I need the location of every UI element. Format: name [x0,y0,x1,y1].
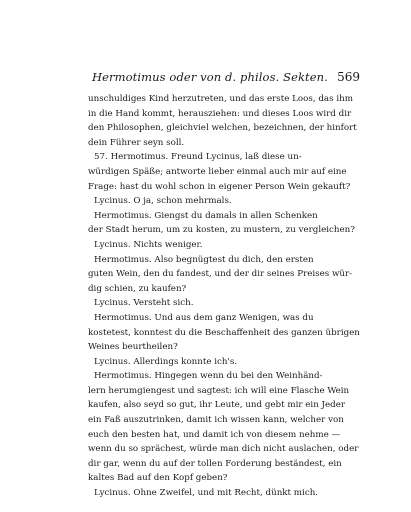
text-line: Hermotimus. Hingegen wenn du bei den Weinhänd- [94,371,323,382]
text-line: Hermotimus. Und aus dem ganz Wenigen, was du [94,312,314,323]
text-line: würdigen Späße; antworte lieber einmal auch mir auf eine [88,166,347,177]
text-line: dein Führer seyn soll. [88,137,185,148]
text-line: Lycinus. Versteht sich. [94,298,194,309]
page-header [92,70,360,86]
text-line: Hermotimus. Also begnügtest du dich, den ersten [94,254,314,265]
text-line: 57. Hermotimus. Freund Lycinus, laß diese un- [94,152,302,163]
page-number: 569 [337,70,360,84]
text-line: Frage: hast du wohl schon in eigener Person Wein gekauft? [88,181,351,192]
text-line: Hermotimus. Giengst du damals in allen Schenken [94,210,318,221]
text-line: der Stadt herum, um zu kosten, zu mustern, zu vergleichen? [88,225,355,236]
text-line: wenn du so sprächest, würde man dich nicht auslachen, oder [88,444,359,455]
text-line: dig schien, zu kaufen? [88,283,187,294]
text-line: den Philosophen, gleichviel welchen, bezeichnen, der hinfort [88,123,357,134]
text-line: euch den besten hat, und damit ich von diesem nehme — [88,429,341,440]
text-line: kostetest, konntest du die Beschaffenheit des ganzen übrigen [88,327,360,338]
text-line: ein Faß auszutrinken, damit ich wissen kann, welcher von [88,415,344,426]
body-text [88,92,360,501]
text-line: unschuldiges Kind herzutreten, und das erste Loos, das ihm [88,94,353,104]
text-line: Lycinus. O ja, schon mehrmals. [94,196,232,207]
text-line: Lycinus. Ohne Zweifel, und mit Recht, dünkt mich. [94,488,319,499]
text-line: in die Hand kommt, herausziehen: und dieses Loos wird dir [88,108,352,119]
text-line: lern herumgiengest und sagtest: ich will eine Flasche Wein [88,385,350,396]
text-line: dir gar, wenn du auf der tollen Forderung beständest, ein [88,458,342,469]
text-line: kaufen, also seyd so gut, ihr Leute, und gebt mir ein Jeder [88,400,346,411]
text-line: kaltes Bad auf den Kopf geben? [88,473,228,484]
running-head: Hermotimus oder von d. philos. Sekten. [92,70,328,84]
text-line: Lycinus. Nichts weniger. [94,239,203,250]
text-line: guten Wein, den du fandest, und der dir seines Preises wür- [88,269,353,280]
text-line: Weines beurtheilen? [88,342,178,353]
text-line: Lycinus. Allerdings konnte ich's. [94,356,238,367]
